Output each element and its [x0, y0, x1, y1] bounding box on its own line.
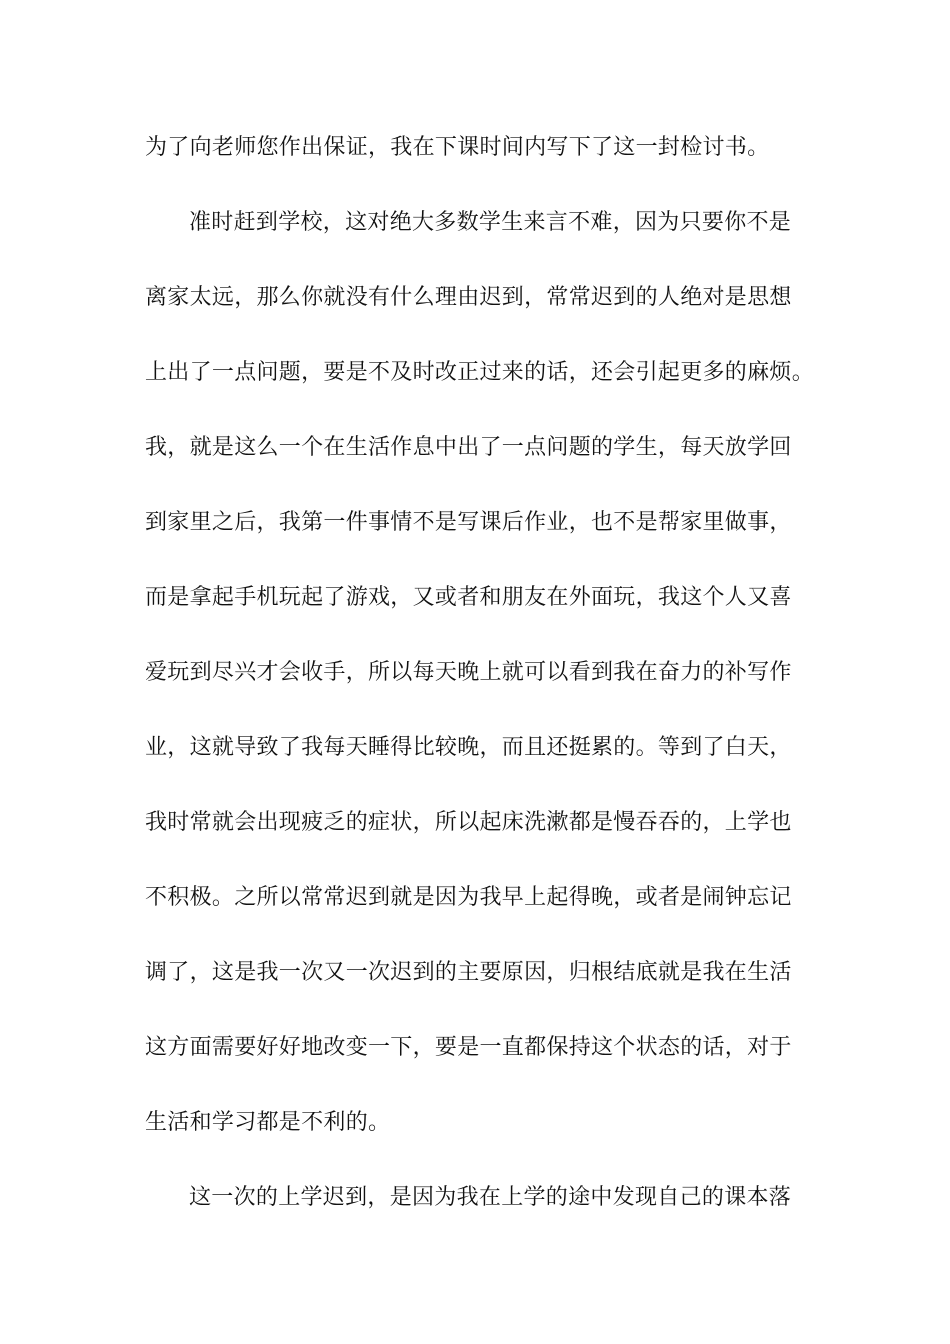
text-line: 我时常就会出现疲乏的症状，所以起床洗漱都是慢吞吞的，上学也: [145, 810, 792, 835]
text-line: 为了向老师您作出保证，我在下课时间内写下了这一封检讨书。: [145, 135, 770, 160]
body-text: [145, 128, 825, 1253]
text-line: 我，就是这么一个在生活作息中出了一点问题的学生，每天放学回: [145, 435, 792, 460]
text-line: 不积极。之所以常常迟到就是因为我早上起得晚，或者是闹钟忘记: [145, 885, 792, 910]
text-line: 爱玩到尽兴才会收手，所以每天晚上就可以看到我在奋力的补写作: [145, 660, 792, 685]
paragraph-start-line: 这一次的上学迟到，是因为我在上学的途中发现自己的课本落: [189, 1185, 792, 1210]
text-line: 调了，这是我一次又一次迟到的主要原因，归根结底就是我在生活: [145, 960, 792, 985]
text-line: 离家太远，那么你就没有什么理由迟到，常常迟到的人绝对是思想: [145, 285, 792, 310]
text-line: 业，这就导致了我每天睡得比较晚，而且还挺累的。等到了白天，: [145, 735, 792, 760]
text-line: 而是拿起手机玩起了游戏，又或者和朋友在外面玩，我这个人又喜: [145, 585, 792, 610]
paragraph-start-line: 准时赶到学校，这对绝大多数学生来言不难，因为只要你不是: [189, 210, 792, 235]
text-line: 上出了一点问题，要是不及时改正过来的话，还会引起更多的麻烦。: [145, 360, 815, 385]
text-line: 到家里之后，我第一件事情不是写课后作业，也不是帮家里做事，: [145, 510, 792, 535]
text-line: 这方面需要好好地改变一下，要是一直都保持这个状态的话，对于: [145, 1035, 792, 1060]
text-line: 生活和学习都是不利的。: [145, 1110, 391, 1135]
